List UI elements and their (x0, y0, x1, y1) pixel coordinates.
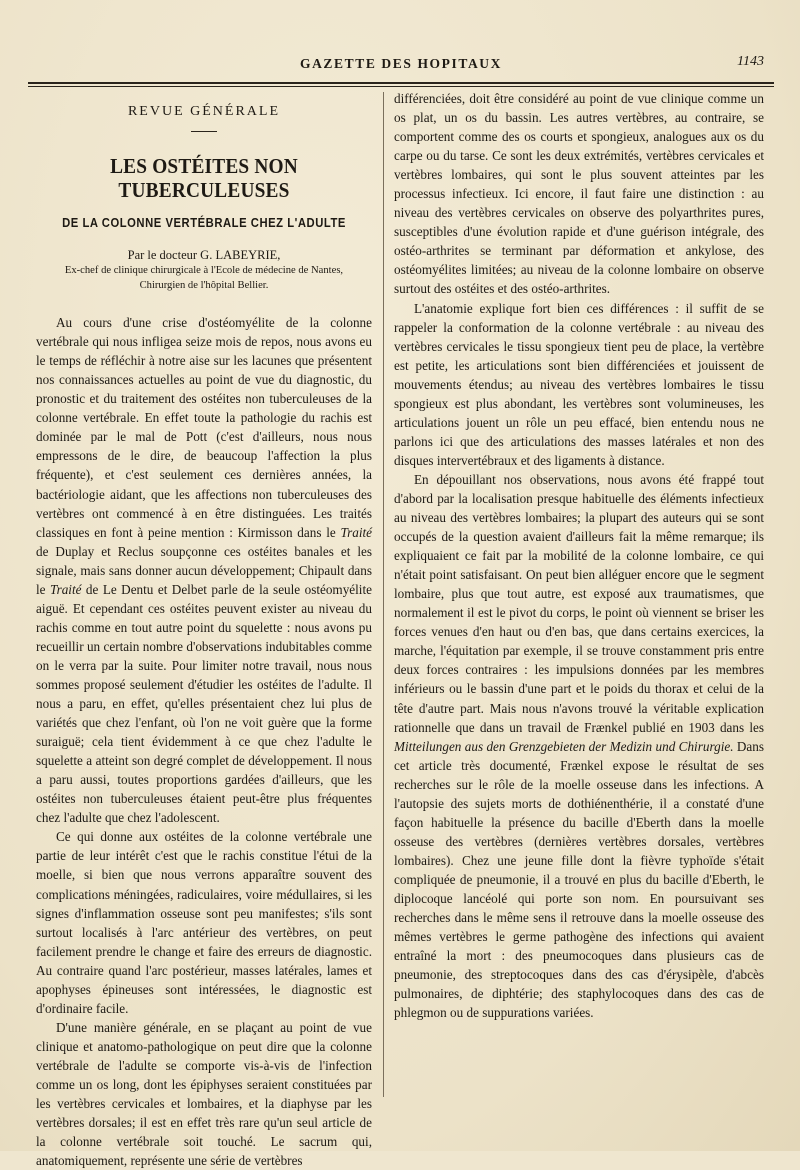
italic-text: Traité (49, 581, 82, 597)
text-run: L'anatomie explique fort bien ces différences : il suffit de se rappeler la conformation de la colonne vertébrale : au niveau des vertèbres cervicales le tissu spongieux tient peu de place, la vertèbre est petite, les articulations sont bien différenciées et jouissent de mouvements étendus; au niveau des vertèbres lombaires le tissu spongieux est plus abondant, les vertèbres sont volumineuses, les articulations jouent un rôle un peu effacé, bien entendu nous ne parlons ici que des articulations des masses latérales et non des disques intervertébraux et des ligaments à distance. (394, 300, 764, 468)
text-run: différenciées, doit être considéré au point de vue clinique comme un os plat, un os du bassin. Les autres vertèbres, au contraire, se comportent comme des os courts et spongieux, analogues aux os du carpe ou du tarse. Ce sont les deux extrémités, vertèbres cervicales et vertèbres lombaires, qui sont le plus souvent atteintes par les processus infectieux. Ici encore, il faut faire une distinction : au niveau des vertèbres cervicales on observe des polyarthrites pures, susceptibles d'une évolution rapide et d'une guérison intégrale, des ostéo-arthrites se terminant par déformation et ankylose, des ostéomyélites limitées; au niveau de la colonne lombaire on observe surtout des ostéites et des ostéo-arthrites. (394, 91, 764, 297)
paragraph (394, 470, 764, 1022)
page-number: 1143 (737, 54, 764, 69)
column-divider (383, 92, 384, 1097)
column-left (36, 96, 372, 1170)
text-run: Ce qui donne aux ostéites de la colonne vertébrale une partie de leur intérêt c'est que le rachis constitue l'étui de la moelle, si bien que nous verrons apparaître souvent des complications méningées, radiculaires, voire médullaires, si les signes d'inflammation osseuse sont peu manifestes; s'ils sont surtout localisés à l'arc antérieur des vertèbres, on peut facilement prendre le change et faire des erreurs de diagnostic. Au contraire quand l'arc postérieur, masses latérales, lames et apophyses épineuses sont intéressées, le diagnostic est d'ordinaire facile. (36, 829, 372, 1016)
title-separator (191, 131, 217, 132)
author-affiliations (36, 263, 372, 293)
paragraph (394, 299, 764, 470)
text-run: Dans cet article très documenté, Frænkel expose le résultat de ses recherches sur le rôle de la moelle osseuse dans les infections. A l'autopsie des sujets morts de dothiénenthérie, il a constaté d'une façon habituelle la présence du bacille d'Eberth dans la moelle osseuse des vertèbres (dernières vertèbres dorsales, vertèbres lombaires). Chez une jeune fille dont la fièvre typhoïde s'était compliquée de pneumonie, il a trouvé en plus du bacille d'Eberth, le diplocoque lancéolé qui porte son nom. En poursuivant ses recherches dans le même sens il retrouve dans la moelle osseuse des mêmes vertèbres le germe pathogène des infections qui avaient entraîné la mort : des pneumocoques dans plusieurs cas de pneumonie, des streptocoques dans des cas d'érysipèle, d'abcès pulmonaires, de diphtérie; des staphylocoques dans des cas de phlegmon ou de suppurations variées. (394, 738, 764, 1021)
running-head (30, 56, 772, 76)
header-rule-thin (28, 86, 774, 87)
article-body-left (36, 313, 372, 1170)
italic-text: Mitteilungen aus den Grenzgebieten der Medizin und Chirurgie. (394, 738, 734, 754)
paragraph (36, 313, 372, 827)
text-run: D'une manière générale, en se plaçant au point de vue clinique et anatomo-pathologique on peut dire que la colonne vertébrale de l'adulte se comporte vis-à-vis de l'infection comme un os long, dont les épiphyses seraient constituées par les vertèbres cervicales et lombaires, et la diaphyse par les vertèbres dorsales; il est en effet très rare qu'un seul article de la colonne vertébrale soit touché. Le sacrum qui, anatomiquement, représente une série de vertèbres (36, 1019, 372, 1169)
column-right (394, 89, 764, 1022)
article-subtitle: DE LA COLONNE VERTÉBRALE CHEZ L'ADULTE (62, 216, 346, 231)
paragraph (394, 89, 764, 299)
paragraph (36, 827, 372, 1017)
text-run: de Duplay et Reclus soupçonne ces ostéites banales et les signale, mais sans donner aucun développement; Chipault dans le (36, 543, 372, 597)
article-title: LES OSTÉITES NON TUBERCULEUSES (110, 154, 298, 203)
affiliation-line: Chirurgien de l'hôpital Bellier. (139, 280, 269, 292)
header-rule-thick (28, 82, 774, 84)
article-body-right (394, 89, 764, 1022)
affiliation-line: Ex-chef de clinique chirurgicale à l'Ecole de médecine de Nantes, (64, 265, 344, 277)
section-label: REVUE GÉNÉRALE (127, 104, 281, 119)
journal-title: GAZETTE DES HOPITAUX (299, 56, 503, 71)
byline: Par le docteur G. LABEYRIE, (127, 248, 281, 263)
text-run: En dépouillant nos observations, nous avons été frappé tout d'abord par la localisation presque habituelle des éléments infectieux au niveau des vertèbres lombaires; la plupart des auteurs qui se sont occupés de la question avaient d'ailleurs fait la même remarque; ils expliquaient ce fait par la mobilité de la colonne lombaire, ce qui n'était point satisfaisant. On peut bien alléguer encore que le segment lombaire, plus que tout autre, est exposé aux traumatismes, que normalement il est le pivot du corps, le point où viennent se briser les forces venues d'en haut ou d'en bas, que dans certains exercices, la marche, l'équitation par exemple, il se trouve constamment pris entre deux forces contraires : les impulsions données par les membres inférieurs ou le bassin d'une part et le poids du thorax et celui de la tête d'autre part. Mais nous n'avons trouvé la véritable explication rationnelle que dans un travail de Frænkel publié en 1903 dans les (394, 471, 764, 735)
text-run: de Le Dentu et Delbet parle de la seule ostéomyélite aiguë. Et cependant ces ostéites peuvent exister au niveau du rachis comme en tout autre point du squelette : nous avons pu recueillir un certain nombre d'observations indubitables comme on le verra par la suite. Pour limiter notre travail, nous nous sommes proposé seulement d'étudier les ostéites de l'adulte. Il nous a paru, en effet, qu'elles présentaient chez lui plus de variétés que chez l'enfant, où l'on ne voit guère que la forme suraiguë; cela tient évidemment à ce que chez l'adulte le squelette a atteint son degré complet de développement. Il nous a paru aussi, toutes proportions gardées d'ailleurs, que les ostéites non tuberculeuses étaient peut-être plus fréquentes chez l'adulte que chez l'adolescent. (36, 581, 372, 826)
paragraph (36, 1018, 372, 1170)
italic-text: Traité (340, 524, 372, 540)
text-run: Au cours d'une crise d'ostéomyélite de la colonne vertébrale qui nous infligea seize mois de repos, nous avons eu le temps de réfléchir à notre aise sur les lacunes que présentent nos connaissances actuelles au point de vue du diagnostic, du pronostic et du traitement des ostéites non tuberculeuses de la colonne vertébrale. En effet toute la pathologie du rachis est dominée par le mal de Pott (c'est d'ailleurs, nous nous empressons de le dire, de beaucoup l'affection la plus fréquente), et c'est seulement ces dernières années, la bactériologie aidant, que les affections non tuberculeuses des vertèbres ont commencé à en être distinguées. Les traités classiques en font à peine mention : Kirmisson dans le (36, 315, 372, 540)
